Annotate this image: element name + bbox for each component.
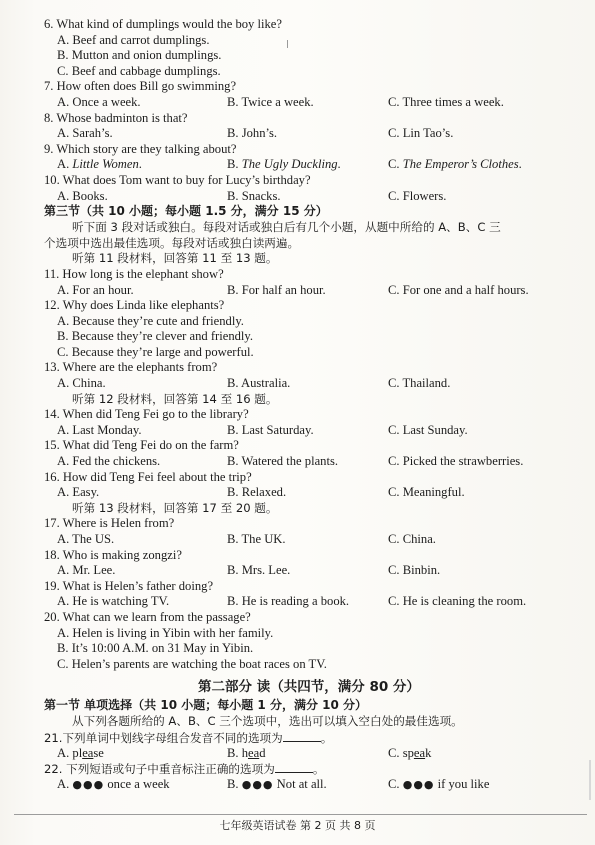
question-20: 20. What can we learn from the passage? <box>44 609 251 624</box>
option-21b: B. head <box>227 745 266 760</box>
option-9a: A. Little Women. <box>57 157 142 172</box>
question-17: 17. Where is Helen from? <box>44 516 175 531</box>
option-9b: B. The Ugly Duckling. <box>227 157 341 172</box>
question-13: 13. Where are the elephants from? <box>44 360 218 375</box>
question-18: 18. Who is making zongzi? <box>44 547 182 562</box>
stress-dots: ●●● <box>72 777 105 791</box>
question-11: 11. How long is the elephant show? <box>44 266 224 281</box>
option-21c: C. speak <box>388 745 432 760</box>
option-16c: C. Meaningful. <box>388 485 465 500</box>
option-16a: A. Easy. <box>57 485 100 500</box>
option-12a: A. Because they’re cute and friendly. <box>57 313 244 328</box>
material-12: 听第 12 段材料，回答第 14 至 16 题。 <box>72 391 278 406</box>
section3-instruction-2: 个选项中选出最佳选项。每段对话或独白读两遍。 <box>44 235 300 250</box>
footer-divider <box>14 814 587 815</box>
option-19a: A. He is watching TV. <box>57 594 170 609</box>
option-7a: A. Once a week. <box>57 94 141 109</box>
option-6c: C. Beef and cabbage dumplings. <box>57 63 221 78</box>
option-20c: C. Helen’s parents are watching the boat races on TV. <box>57 656 327 671</box>
answer-blank <box>275 761 313 773</box>
question-14: 14. When did Teng Fei go to the library? <box>44 407 249 422</box>
option-11c: C. For one and a half hours. <box>388 282 529 297</box>
question-8: 8. Whose badminton is that? <box>44 110 188 125</box>
options-19 <box>44 594 574 610</box>
part2-section1-instruction: 从下列各题所给的 A、B、C 三个选项中，选出可以填入空白处的最佳选项。 <box>72 714 463 729</box>
option-22c: C. ●●● if you like <box>388 776 490 791</box>
options-21 <box>44 746 574 762</box>
options-22 <box>44 777 574 793</box>
material-13: 听第 13 段材料，回答第 17 至 20 题。 <box>72 500 278 515</box>
option-14c: C. Last Sunday. <box>388 422 468 437</box>
options-7 <box>44 95 574 111</box>
question-16: 16. How did Teng Fei feel about the trip? <box>44 469 252 484</box>
option-8c: C. Lin Tao’s. <box>388 126 454 141</box>
option-7b: B. Twice a week. <box>227 94 314 109</box>
options-17 <box>44 532 574 548</box>
option-20a: A. Helen is living in Yibin with her family. <box>57 625 274 640</box>
option-15c: C. Picked the strawberries. <box>388 454 524 469</box>
stress-dots: ●●● <box>402 777 435 791</box>
option-11a: A. For an hour. <box>57 282 134 297</box>
scan-edge <box>589 760 591 800</box>
question-6: 6. What kind of dumplings would the boy like? <box>44 17 282 31</box>
part2-heading: 第二部分 读（共四节，满分 80 分） <box>198 679 420 696</box>
stress-dots: ●●● <box>241 777 274 791</box>
option-6b: B. Mutton and onion dumplings. <box>57 48 222 63</box>
option-21a: A. please <box>57 745 104 760</box>
option-13c: C. Thailand. <box>388 376 451 391</box>
option-6a: A. Beef and carrot dumplings. <box>57 32 210 47</box>
option-13b: B. Australia. <box>227 376 291 391</box>
options-13 <box>44 376 574 392</box>
option-14a: A. Last Monday. <box>57 422 142 437</box>
question-21: 21.下列单词中划线字母组合发音不同的选项为 。 <box>44 730 333 745</box>
option-17a: A. The US. <box>57 532 115 546</box>
option-11b: B. For half an hour. <box>227 282 326 297</box>
option-18a: A. Mr. Lee. <box>57 563 116 578</box>
option-19b: B. He is reading a book. <box>227 594 350 609</box>
option-12c: C. Because they’re large and powerful. <box>57 344 254 359</box>
option-17b: B. The UK. <box>227 532 286 546</box>
option-22b: B. ●●● Not at all. <box>227 776 327 791</box>
option-10a: A. Books. <box>57 188 108 203</box>
option-20b: B. It’s 10:00 A.M. on 31 May in Yibin. <box>57 641 254 656</box>
question-22: 22. 下列短语或句子中重音标注正确的选项为 。 <box>44 762 325 777</box>
section3-instruction-1: 听下面 3 段对话或独白。每段对话或独白后有几个小题，从题中所给的 A、B、C 三 <box>72 220 501 235</box>
question-10: 10. What does Tom want to buy for Lucy’s birthday? <box>44 172 311 187</box>
option-18c: C. Binbin. <box>388 563 441 578</box>
option-8a: A. Sarah’s. <box>57 126 113 141</box>
options-10 <box>44 189 574 205</box>
answer-blank <box>283 730 321 742</box>
question-19: 19. What is Helen’s father doing? <box>44 578 214 593</box>
option-22a: A. ●●● once a week <box>57 776 170 791</box>
options-14 <box>44 423 574 439</box>
option-18b: B. Mrs. Lee. <box>227 563 291 578</box>
material-11: 听第 11 段材料，回答第 11 至 13 题。 <box>72 251 278 266</box>
options-11 <box>44 283 574 299</box>
option-19c: C. He is cleaning the room. <box>388 594 527 609</box>
options-9 <box>44 157 574 173</box>
question-9: 9. Which story are they talking about? <box>44 141 237 156</box>
option-10c: C. Flowers. <box>388 188 447 203</box>
option-10b: B. Snacks. <box>227 188 281 203</box>
page-content <box>44 17 574 792</box>
options-15 <box>44 454 574 470</box>
options-16 <box>44 485 574 501</box>
option-9c: C. The Emperor’s Clothes. <box>388 157 522 172</box>
option-16b: B. Relaxed. <box>227 485 287 500</box>
options-8 <box>44 126 574 142</box>
section3-heading: 第三节（共 10 小题；每小题 1.5 分，满分 15 分） <box>44 204 328 219</box>
question-15: 15. What did Teng Fei do on the farm? <box>44 438 239 453</box>
option-15a: A. Fed the chickens. <box>57 454 161 469</box>
option-14b: B. Last Saturday. <box>227 422 314 437</box>
page-footer: 七年级英语试卷 第 2 页 共 8 页 <box>219 819 376 832</box>
option-15b: B. Watered the plants. <box>227 454 339 469</box>
option-13a: A. China. <box>57 376 106 391</box>
option-8b: B. John’s. <box>227 126 278 141</box>
question-7: 7. How often does Bill go swimming? <box>44 79 237 94</box>
question-12: 12. Why does Linda like elephants? <box>44 298 225 313</box>
option-17c: C. China. <box>388 532 436 546</box>
option-7c: C. Three times a week. <box>388 94 504 109</box>
option-12b: B. Because they’re clever and friendly. <box>57 329 254 344</box>
options-18 <box>44 563 574 579</box>
part2-section1-heading: 第一节 单项选择（共 10 小题；每小题 1 分，满分 10 分） <box>44 698 367 713</box>
